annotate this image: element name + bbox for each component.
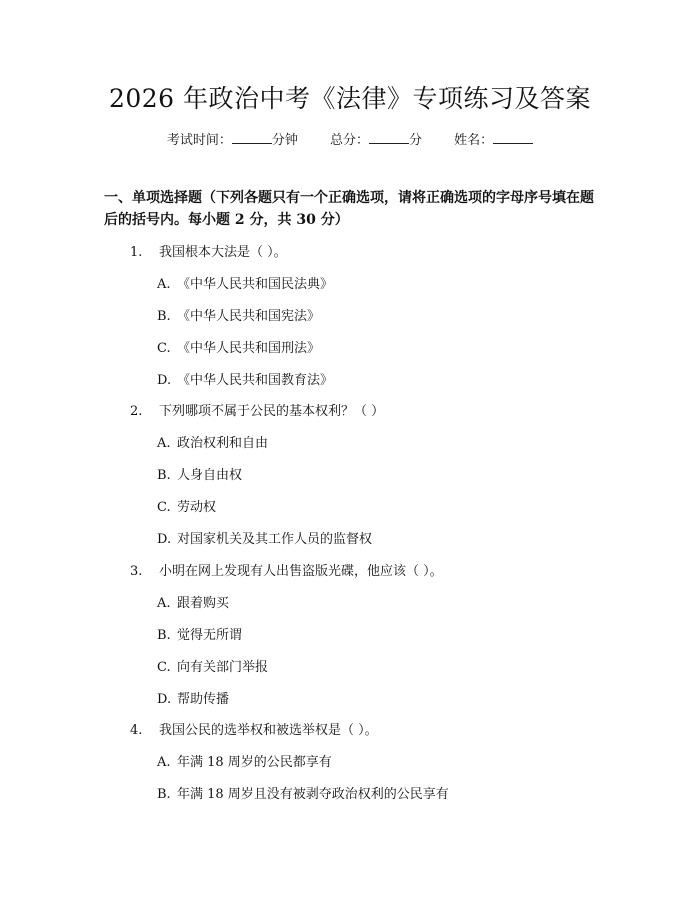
exam-info-line	[0, 131, 700, 150]
option-text: 《中华人民共和国民法典》	[177, 277, 334, 292]
page-title: 2026 年政治中考《法律》专项练习及答案	[108, 84, 592, 113]
total-score-field	[330, 131, 422, 150]
option-text: 《中华人民共和国教育法》	[177, 373, 334, 388]
section-heading: 一、单项选择题（下列各题只有一个正确选项，请将正确选项的字母序号填在题后的括号内。每小题 2 分，共 30 分）	[104, 190, 594, 228]
option-item	[157, 754, 332, 772]
option-letter: A.	[157, 755, 171, 770]
option-item	[157, 786, 449, 804]
option-item	[157, 276, 333, 294]
option-letter: B.	[157, 468, 171, 483]
option-letter: D.	[157, 373, 172, 388]
name-label: 姓名：	[454, 133, 494, 148]
option-text: 向有关部门举报	[177, 660, 269, 675]
question-text: 下列哪项不属于公民的基本权利？（ ）	[159, 404, 385, 419]
option-letter: A.	[157, 436, 171, 451]
option-letter: A.	[157, 277, 171, 292]
option-item	[157, 659, 268, 677]
option-text: 对国家机关及其工作人员的监督权	[177, 532, 373, 547]
option-letter: D.	[157, 692, 172, 707]
question-number: 1.	[130, 245, 143, 260]
option-letter: B.	[157, 787, 171, 802]
total-score-blank[interactable]	[369, 131, 409, 144]
option-item	[157, 499, 216, 517]
option-item	[157, 531, 372, 549]
option-letter: D.	[157, 532, 172, 547]
question-text: 我国公民的选举权和被选举权是（ ）。	[159, 723, 378, 738]
name-field	[454, 131, 533, 150]
option-item	[157, 627, 242, 645]
option-letter: B.	[157, 628, 171, 643]
option-text: 劳动权	[177, 500, 217, 515]
question-text: 小明在网上发现有人出售盗版光碟，他应该（ ）。	[159, 564, 443, 579]
exam-time-field	[167, 131, 298, 150]
option-item	[157, 372, 333, 390]
option-letter: B.	[157, 309, 171, 324]
total-score-unit: 分	[409, 133, 423, 148]
option-letter: C.	[157, 660, 171, 675]
option-text: 政治权利和自由	[177, 436, 269, 451]
option-item	[157, 435, 268, 453]
option-item	[157, 595, 229, 613]
option-text: 觉得无所谓	[177, 628, 243, 643]
option-text: 《中华人民共和国宪法》	[177, 309, 321, 324]
question-text: 我国根本大法是（ ）。	[159, 245, 287, 260]
option-text: 年满 18 周岁的公民都享有	[177, 755, 332, 770]
option-text: 《中华人民共和国刑法》	[177, 341, 321, 356]
option-item	[157, 467, 242, 485]
option-letter: C.	[157, 341, 171, 356]
exam-time-unit: 分钟	[271, 133, 298, 148]
option-letter: C.	[157, 500, 171, 515]
exam-time-label: 考试时间：	[166, 133, 232, 148]
option-text: 跟着购买	[177, 596, 230, 611]
question-number: 3.	[130, 564, 143, 579]
option-text: 人身自由权	[177, 468, 243, 483]
question-number: 2.	[130, 404, 143, 419]
name-blank[interactable]	[493, 131, 533, 144]
question-number: 4.	[130, 723, 143, 738]
option-item	[157, 340, 320, 358]
option-item	[157, 308, 320, 326]
option-text: 帮助传播	[177, 692, 230, 707]
exam-time-blank[interactable]	[232, 131, 272, 144]
option-text: 年满 18 周岁且没有被剥夺政治权利的公民享有	[177, 787, 449, 802]
option-item	[157, 691, 229, 709]
option-letter: A.	[157, 596, 171, 611]
total-score-label: 总分：	[329, 133, 369, 148]
